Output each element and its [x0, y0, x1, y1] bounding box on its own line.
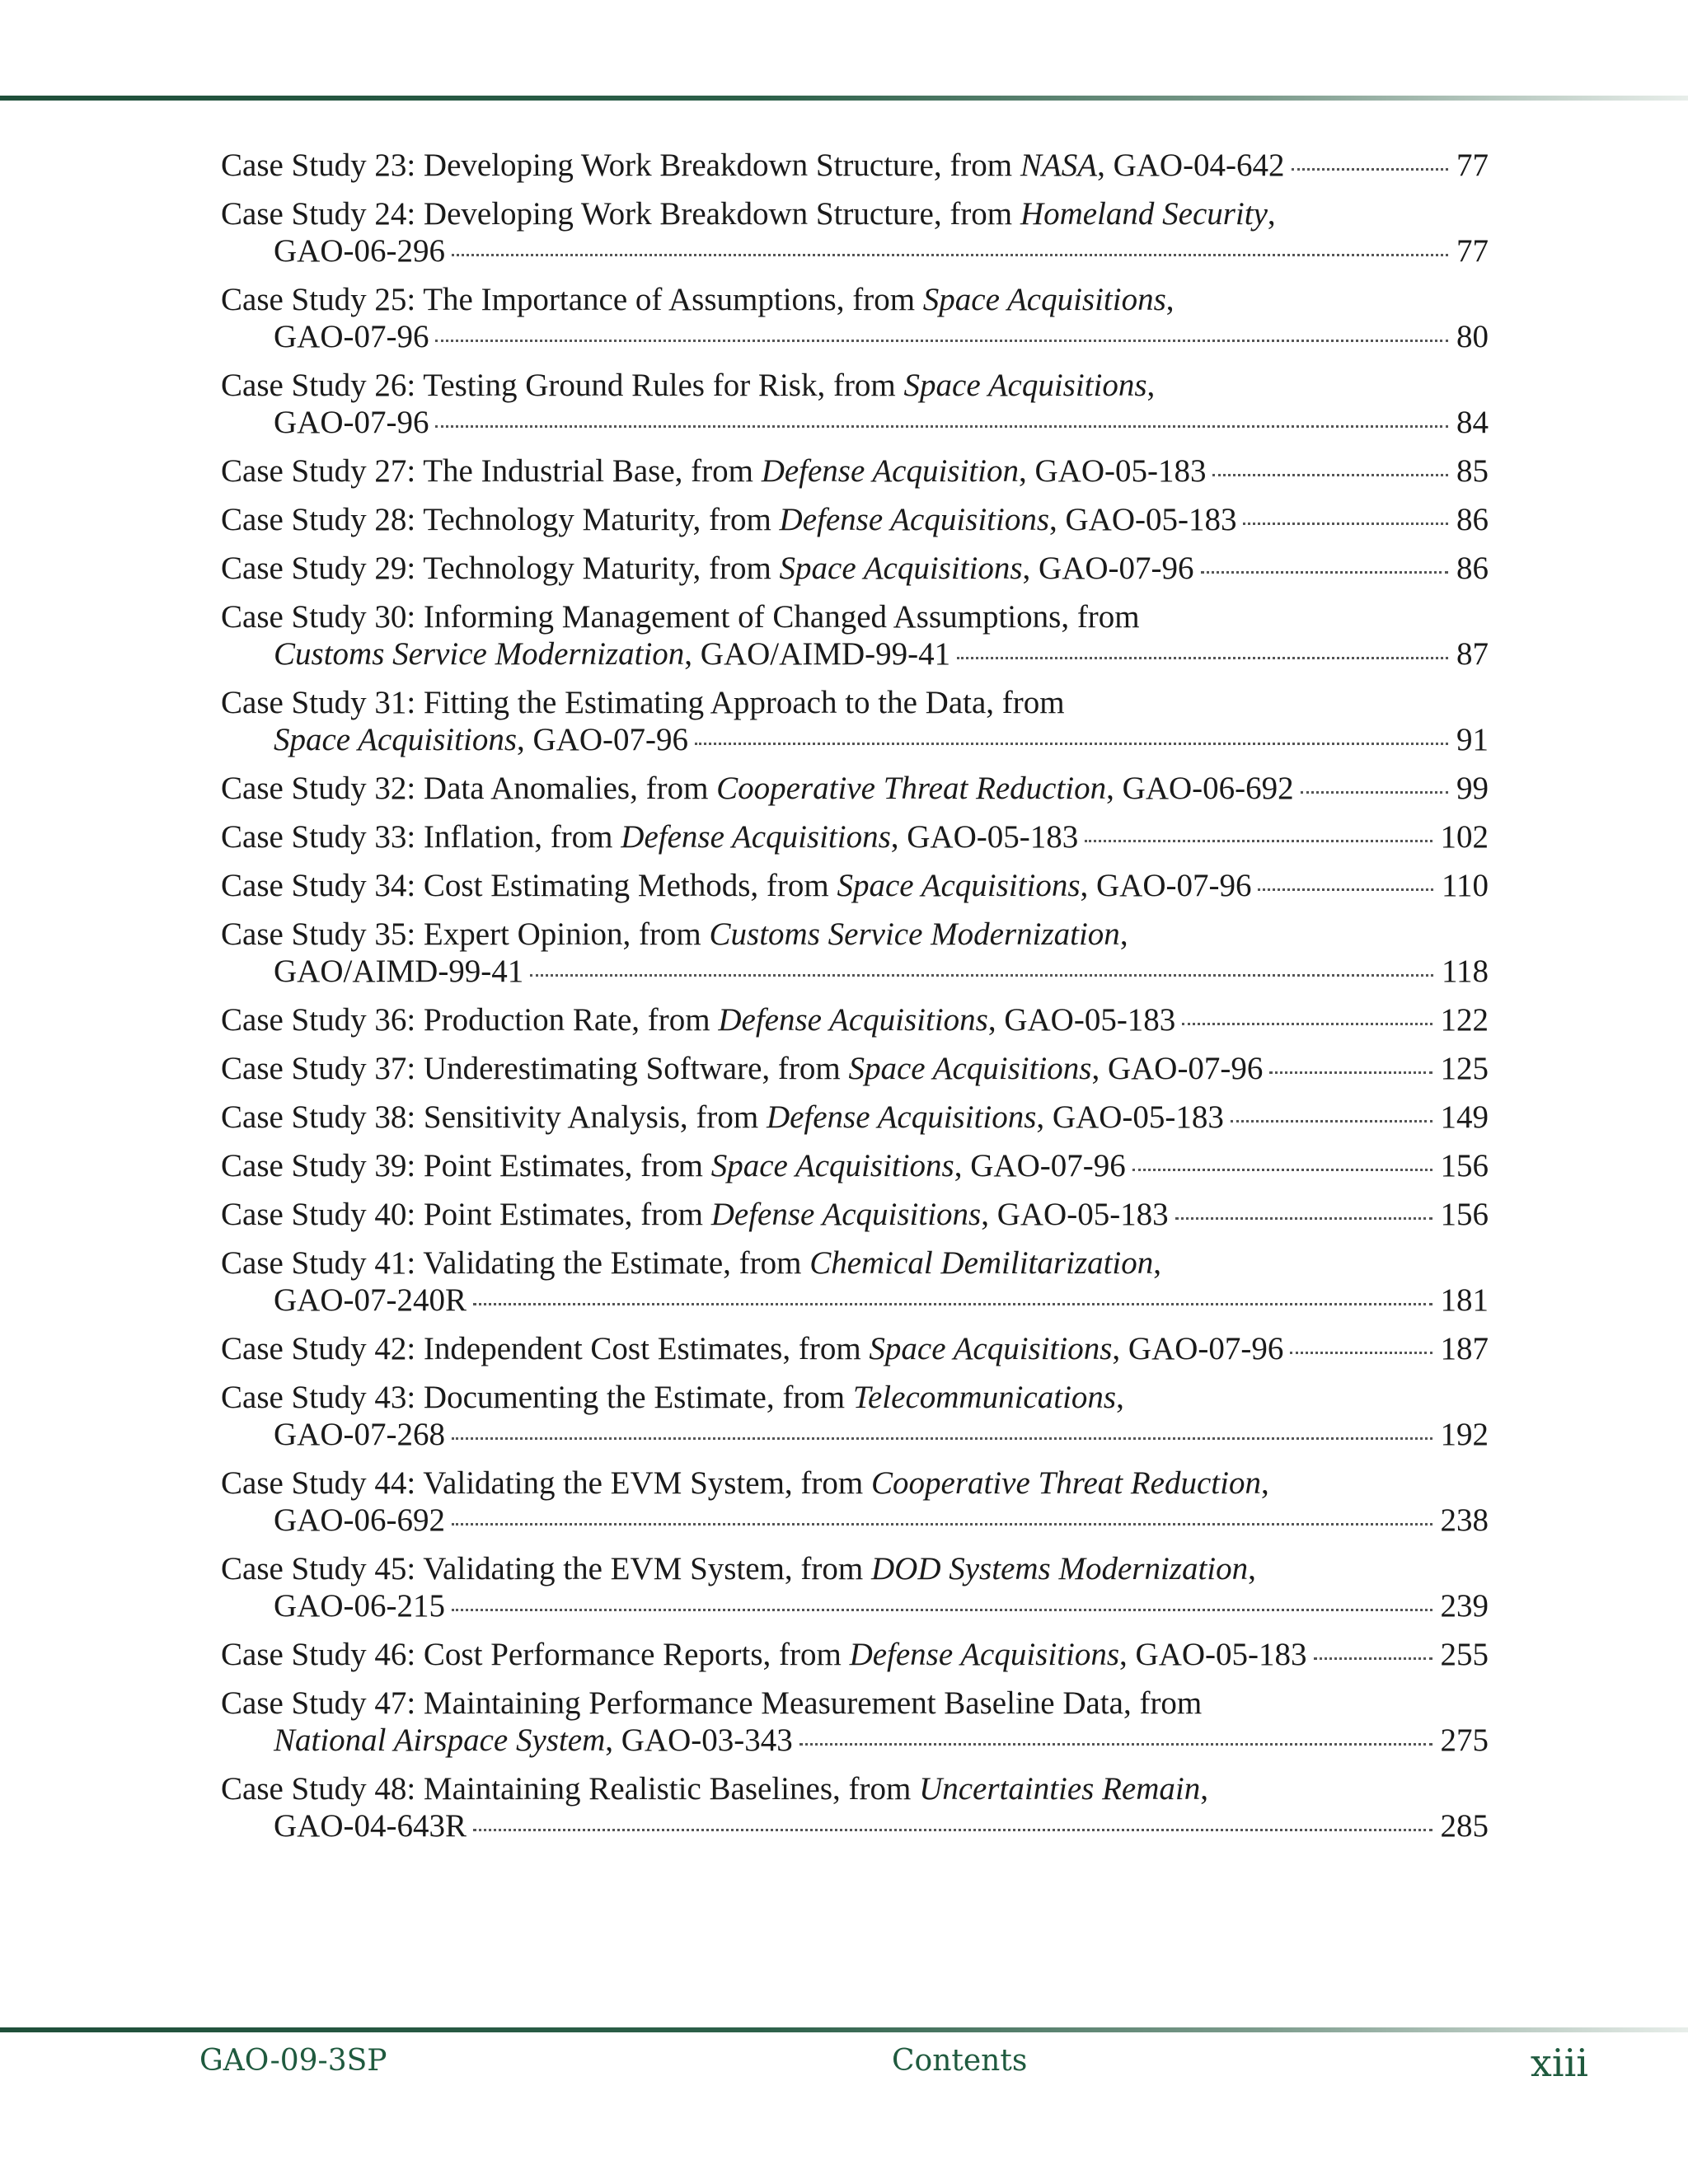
entry-line [221, 1502, 1489, 1539]
entry-line [221, 318, 1489, 355]
entry-page-number: 77 [1456, 233, 1489, 269]
source-title: Defense Acquisitions [779, 502, 1050, 537]
entry-line [221, 1685, 1489, 1722]
entry-title [274, 635, 950, 673]
entry-line [221, 1465, 1489, 1502]
dot-leader [473, 1303, 1432, 1305]
page-number: xiii [1530, 2041, 1588, 2085]
entry-line [221, 721, 1489, 758]
entry-title [221, 1380, 1124, 1415]
entry-page-number: 122 [1440, 1002, 1489, 1038]
source-title: National Airspace System [274, 1722, 606, 1758]
entry-line [221, 404, 1489, 441]
entry-title [221, 1196, 1169, 1233]
entry-line [221, 1587, 1489, 1624]
entry-title [274, 1502, 445, 1539]
dot-leader [1243, 523, 1448, 525]
source-title: DOD Systems Modernization [871, 1551, 1249, 1586]
source-title: NASA [1020, 148, 1098, 183]
toc-entry[interactable] [221, 1099, 1489, 1136]
toc-entry[interactable] [221, 1196, 1489, 1233]
title-text: GAO-07-96 [274, 319, 429, 354]
toc-entry[interactable] [221, 367, 1489, 441]
dot-leader [452, 254, 1448, 256]
entry-title [274, 1416, 445, 1453]
dot-leader [1085, 840, 1432, 842]
title-text: Case Study 42: Independent Cost Estimates, from [221, 1331, 870, 1366]
report-ref: , GAO-05-183 [1019, 453, 1207, 489]
header-rule [0, 96, 1688, 101]
entry-line [221, 367, 1489, 404]
dot-leader [1175, 1217, 1432, 1220]
entry-line [221, 1282, 1489, 1319]
entry-line [221, 1196, 1489, 1233]
title-text: Case Study 32: Data Anomalies, from [221, 771, 717, 806]
title-text: Case Study 40: Point Estimates, from [221, 1197, 711, 1232]
entry-page-number: 187 [1440, 1331, 1489, 1366]
title-text: Case Study 45: Validating the EVM System, from [221, 1551, 871, 1586]
title-text: Case Study 39: Point Estimates, from [221, 1148, 711, 1183]
title-text: GAO-07-240R [274, 1282, 467, 1318]
dot-leader [1269, 1071, 1432, 1074]
entry-title [221, 147, 1285, 184]
entry-title [221, 1465, 1269, 1501]
entry-line [221, 452, 1489, 490]
entry-page-number: 110 [1441, 868, 1489, 903]
entry-line [221, 501, 1489, 538]
title-text: GAO-06-215 [274, 1588, 445, 1624]
entry-page-number: 118 [1441, 954, 1489, 989]
entry-title [221, 282, 1175, 317]
title-text: Case Study 36: Production Rate, from [221, 1002, 719, 1038]
toc-entry[interactable] [221, 281, 1489, 355]
entry-page-number: 149 [1440, 1099, 1489, 1135]
report-ref: , GAO-05-183 [1119, 1637, 1307, 1672]
report-ref: , GAO-07-96 [954, 1148, 1126, 1183]
report-ref: , [1165, 282, 1175, 317]
entry-title [221, 685, 1065, 720]
toc-entry[interactable] [221, 195, 1489, 269]
toc-entry[interactable] [221, 818, 1489, 855]
report-ref: , [1260, 1465, 1269, 1501]
dot-leader [1212, 474, 1448, 476]
source-title: Space Acquisitions [848, 1051, 1092, 1086]
report-ref: , [1200, 1771, 1208, 1807]
title-text: GAO-07-96 [274, 405, 429, 440]
source-title: Space Acquisitions [837, 868, 1081, 903]
title-text: GAO-04-643R [274, 1808, 467, 1844]
title-text: Case Study 44: Validating the EVM System, from [221, 1465, 871, 1501]
entry-title [221, 452, 1206, 490]
toc-entry[interactable] [221, 550, 1489, 587]
entry-title [221, 368, 1155, 403]
title-text: GAO-06-296 [274, 233, 445, 269]
entry-title [274, 232, 445, 269]
entry-line [221, 1001, 1489, 1038]
toc-entry[interactable] [221, 1465, 1489, 1539]
dot-leader [1231, 1120, 1432, 1122]
entry-page-number: 192 [1440, 1417, 1489, 1452]
title-text: Case Study 31: Fitting the Estimating Approach to the Data, from [221, 685, 1065, 720]
source-title: Cooperative Threat Reduction [716, 771, 1107, 806]
entry-page-number: 87 [1456, 636, 1489, 672]
entry-page-number: 85 [1456, 453, 1489, 489]
dot-leader [452, 1437, 1432, 1440]
entry-title [221, 1099, 1224, 1136]
entry-line [221, 1636, 1489, 1673]
entry-page-number: 80 [1456, 319, 1489, 354]
dot-leader [435, 425, 1448, 428]
entry-line [221, 1807, 1489, 1844]
toc-entry[interactable] [221, 452, 1489, 490]
title-text: Case Study 28: Technology Maturity, from [221, 502, 780, 537]
entry-page-number: 275 [1440, 1722, 1489, 1758]
toc-entry[interactable] [221, 1147, 1489, 1184]
entry-line [221, 1722, 1489, 1759]
entry-page-number: 181 [1440, 1282, 1489, 1318]
entry-title [221, 1685, 1202, 1721]
report-ref: , GAO-06-692 [1106, 771, 1294, 806]
toc-entry[interactable] [221, 1244, 1489, 1319]
title-text: Case Study 30: Informing Management of Changed Assumptions, from [221, 599, 1140, 635]
entry-title [274, 953, 523, 990]
title-text: GAO-06-692 [274, 1502, 445, 1538]
toc-entry[interactable] [221, 501, 1489, 538]
entry-line [221, 684, 1489, 721]
source-title: Space Acquisitions [710, 1148, 954, 1183]
title-text: Case Study 25: The Importance of Assumptions, from [221, 282, 923, 317]
report-ref: , GAO-05-183 [981, 1197, 1169, 1232]
dot-leader [452, 1609, 1432, 1611]
dot-leader [452, 1523, 1432, 1526]
dot-leader [1201, 571, 1449, 574]
source-title: Customs Service Modernization [709, 916, 1120, 952]
source-title: Homeland Security [1020, 196, 1268, 232]
title-text: Case Study 26: Testing Ground Rules for Risk, from [221, 368, 904, 403]
toc-entry[interactable] [221, 684, 1489, 758]
dot-leader [957, 657, 1448, 659]
entry-title [274, 318, 429, 355]
dot-leader [799, 1743, 1432, 1746]
entry-line [221, 281, 1489, 318]
toc-entry[interactable] [221, 1330, 1489, 1367]
entry-title [221, 1330, 1283, 1367]
title-text: Case Study 29: Technology Maturity, from [221, 551, 780, 586]
entry-page-number: 77 [1456, 148, 1489, 183]
report-ref: , GAO-07-96 [1091, 1051, 1264, 1086]
entry-title [221, 867, 1251, 904]
title-text: Case Study 34: Cost Estimating Methods, from [221, 868, 837, 903]
report-ref: , GAO/AIMD-99-41 [684, 636, 951, 672]
entry-line [221, 550, 1489, 587]
entry-line [221, 147, 1489, 184]
footer-rule [0, 2027, 1688, 2032]
table-of-contents [221, 147, 1489, 1856]
entry-title [274, 1807, 467, 1844]
report-ref: , [1116, 1380, 1124, 1415]
entry-line [221, 232, 1489, 269]
source-title: Defense Acquisitions [766, 1099, 1037, 1135]
toc-entry[interactable] [221, 916, 1489, 990]
source-title: Defense Acquisitions [718, 1002, 988, 1038]
source-title: Cooperative Threat Reduction [871, 1465, 1261, 1501]
entry-title [221, 1001, 1175, 1038]
source-title: Defense Acquisitions [849, 1637, 1120, 1672]
entry-title [221, 1636, 1307, 1673]
entry-page-number: 285 [1440, 1808, 1489, 1844]
toc-entry[interactable] [221, 1379, 1489, 1453]
report-ref: , [1267, 196, 1276, 232]
entry-page-number: 86 [1456, 502, 1489, 537]
entry-line [221, 195, 1489, 232]
entry-line [221, 867, 1489, 904]
entry-page-number: 255 [1440, 1637, 1489, 1672]
entry-title [221, 599, 1140, 635]
report-ref: , GAO-05-183 [1049, 502, 1237, 537]
entry-line [221, 1550, 1489, 1587]
entry-title [221, 1771, 1208, 1807]
entry-line [221, 770, 1489, 807]
entry-title [221, 770, 1294, 807]
entry-title [274, 404, 429, 441]
report-ref: , [1146, 368, 1156, 403]
toc-entry[interactable] [221, 1001, 1489, 1038]
title-text: Case Study 35: Expert Opinion, from [221, 916, 710, 952]
entry-line [221, 1330, 1489, 1367]
toc-entry[interactable] [221, 1770, 1489, 1844]
source-title: Telecommunications [852, 1380, 1117, 1415]
source-title: Uncertainties Remain [919, 1771, 1201, 1807]
entry-title [274, 1587, 445, 1624]
report-ref: , GAO-05-183 [890, 819, 1079, 855]
title-text: Case Study 43: Documenting the Estimate, from [221, 1380, 853, 1415]
dot-leader [1258, 888, 1432, 891]
entry-line [221, 1379, 1489, 1416]
entry-title [221, 916, 1128, 952]
entry-title [221, 818, 1078, 855]
entry-line [221, 635, 1489, 673]
title-text: Case Study 37: Underestimating Software, from [221, 1051, 849, 1086]
title-text: Case Study 33: Inflation, from [221, 819, 621, 855]
toc-entry[interactable] [221, 1685, 1489, 1759]
entry-line [221, 1099, 1489, 1136]
dot-leader [435, 340, 1448, 342]
dot-leader [695, 743, 1448, 745]
dot-leader [530, 974, 1433, 977]
title-text: GAO/AIMD-99-41 [274, 954, 524, 989]
source-title: Defense Acquisitions [710, 1197, 982, 1232]
entry-line [221, 1770, 1489, 1807]
entry-page-number: 102 [1440, 819, 1489, 855]
title-text: Case Study 47: Maintaining Performance Measurement Baseline Data, from [221, 1685, 1203, 1721]
entry-line [221, 916, 1489, 953]
source-title: Space Acquisitions [779, 551, 1023, 586]
entry-line [221, 953, 1489, 990]
entry-line [221, 598, 1489, 635]
report-ref: , GAO-05-183 [1036, 1099, 1224, 1135]
report-number: GAO-09-3SP [199, 2044, 387, 2078]
entry-page-number: 156 [1440, 1148, 1489, 1183]
report-ref: , [1248, 1551, 1256, 1586]
source-title: Space Acquisitions [274, 722, 517, 757]
entry-title [221, 196, 1276, 232]
entry-page-number: 91 [1456, 722, 1489, 757]
toc-entry[interactable] [221, 1636, 1489, 1673]
title-text: Case Study 46: Cost Performance Reports, from [221, 1637, 850, 1672]
toc-entry[interactable] [221, 1050, 1489, 1087]
entry-page-number: 99 [1456, 771, 1489, 806]
title-text: Case Study 24: Developing Work Breakdown Structure, from [221, 196, 1020, 232]
entry-title [221, 550, 1194, 587]
entry-title [221, 1245, 1161, 1281]
dot-leader [1301, 791, 1448, 794]
section-name: Contents [892, 2044, 1028, 2078]
entry-page-number: 84 [1456, 405, 1489, 440]
title-text: Case Study 23: Developing Work Breakdown Structure, from [221, 148, 1020, 183]
entry-title [274, 721, 688, 758]
toc-entry[interactable] [221, 867, 1489, 904]
entry-page-number: 239 [1440, 1588, 1489, 1624]
dot-leader [1182, 1023, 1432, 1025]
report-ref: , GAO-07-96 [1080, 868, 1252, 903]
entry-title [221, 1147, 1126, 1184]
source-title: Customs Service Modernization [274, 636, 685, 672]
report-ref: , GAO-05-183 [987, 1002, 1176, 1038]
entry-title [221, 1050, 1263, 1087]
entry-page-number: 125 [1440, 1051, 1489, 1086]
dot-leader [1292, 168, 1448, 171]
entry-line [221, 818, 1489, 855]
dot-leader [1314, 1657, 1432, 1660]
entry-page-number: 86 [1456, 551, 1489, 586]
report-ref: , [1153, 1245, 1161, 1281]
entry-page-number: 156 [1440, 1197, 1489, 1232]
entry-line [221, 1050, 1489, 1087]
entry-line [221, 1147, 1489, 1184]
report-ref: , GAO-04-642 [1097, 148, 1285, 183]
toc-entry[interactable] [221, 147, 1489, 184]
source-title: Defense Acquisitions [621, 819, 891, 855]
report-ref: , GAO-07-96 [1022, 551, 1194, 586]
source-title: Space Acquisitions [903, 368, 1147, 403]
title-text: Case Study 41: Validating the Estimate, from [221, 1245, 810, 1281]
dot-leader [473, 1829, 1432, 1831]
entry-line [221, 1244, 1489, 1282]
report-ref: , GAO-07-96 [517, 722, 688, 757]
title-text: Case Study 27: The Industrial Base, from [221, 453, 762, 489]
entry-title [221, 1551, 1256, 1586]
source-title: Space Acquisitions [869, 1331, 1113, 1366]
page-footer [0, 2036, 1688, 2102]
title-text: Case Study 48: Maintaining Realistic Baselines, from [221, 1771, 920, 1807]
report-ref: , GAO-03-343 [605, 1722, 793, 1758]
title-text: Case Study 38: Sensitivity Analysis, from [221, 1099, 767, 1135]
dot-leader [1132, 1169, 1432, 1171]
toc-entry[interactable] [221, 598, 1489, 673]
entry-title [221, 501, 1236, 538]
report-ref: , GAO-07-96 [1112, 1331, 1284, 1366]
source-title: Chemical Demilitarization [809, 1245, 1154, 1281]
entry-line [221, 1416, 1489, 1453]
entry-title [274, 1282, 467, 1319]
report-ref: , [1119, 916, 1128, 952]
dot-leader [1290, 1352, 1432, 1354]
entry-page-number: 238 [1440, 1502, 1489, 1538]
title-text: GAO-07-268 [274, 1417, 445, 1452]
source-title: Space Acquisitions [922, 282, 1166, 317]
toc-entry[interactable] [221, 1550, 1489, 1624]
source-title: Defense Acquisition [761, 453, 1019, 489]
entry-title [274, 1722, 793, 1759]
toc-entry[interactable] [221, 770, 1489, 807]
